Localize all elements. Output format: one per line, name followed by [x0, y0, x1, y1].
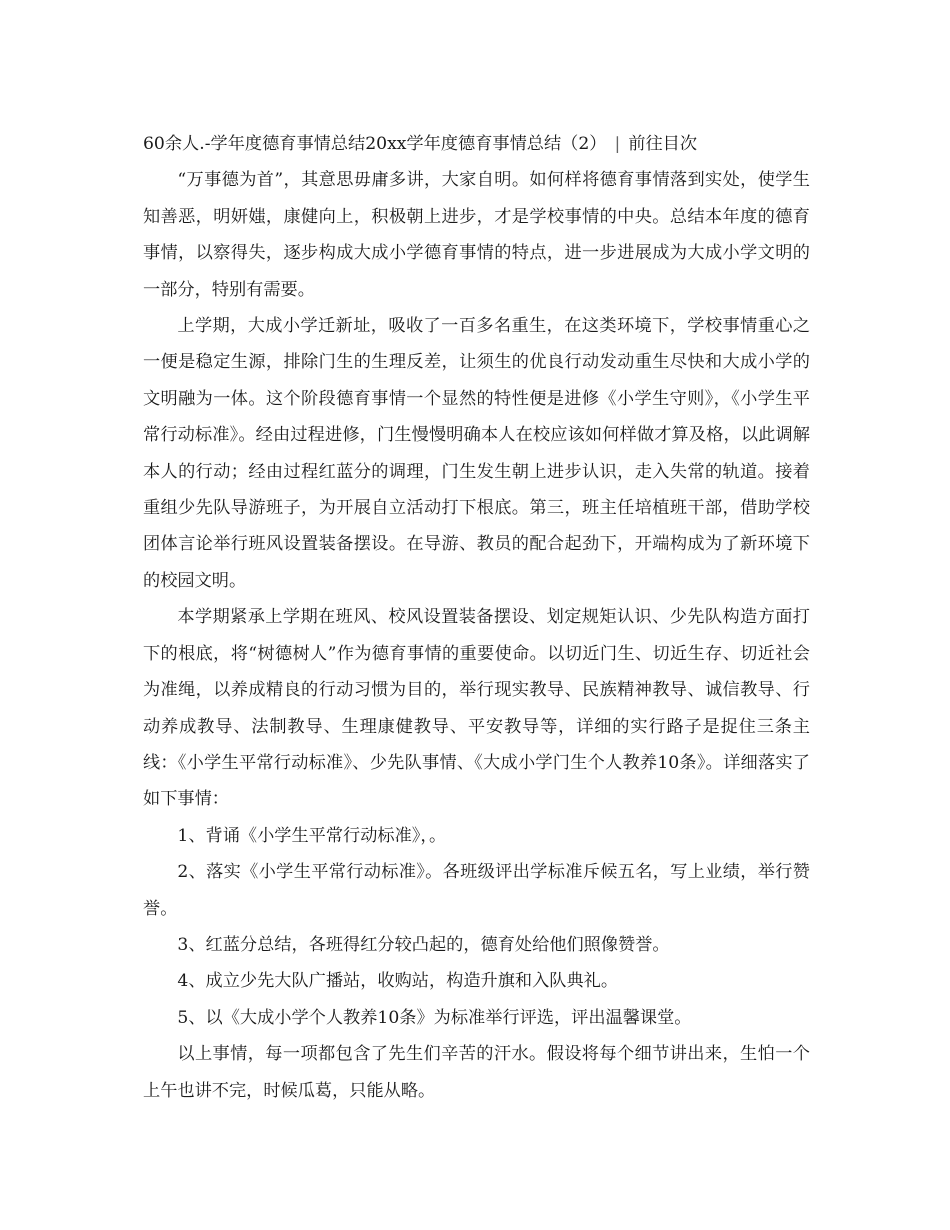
- header-separator: |: [614, 134, 621, 154]
- list-item-4: 4、成立少先大队广播站，收购站，构造升旗和入队典礼。: [177, 971, 619, 992]
- list-item-1: 1、背诵《小学生平常行动标准》，。: [177, 825, 447, 846]
- list-item-5: 5、以《大成小学个人教养10条》为标准举行评选，评出温馨课堂。: [177, 1007, 692, 1028]
- paragraph-this-semester: 本学期紧承上学期在班风、校风设置装备摆设、划定规矩认识、少先队构造方面打下的根底，将“树德树人”作为德育事情的重要使命。以切近门生、切近生存、切近社会为准绳，以养成精良的行动习惯为目的，举行现实教导、民族精神教导、诚信教导、行动养成教导、法制教导、生理康健教导、平安教导等，详细的实行路子是捉住三条主线：《小学生平常行动标准》、少先队事情、《大成小学门生个人教养10条》。详细落实了如下事情：: [143, 607, 810, 810]
- header-line: [143, 126, 810, 162]
- paragraph-intro: “万事德为首”，其意思毋庸多讲，大家自明。如何样将德育事情落到实处，使学生知善恶，明妍媸，康健向上，积极朝上进步，才是学校事情的中央。总结本年度的德育事情，以察得失，逐步构成大成小学德育事情的特点，进一步进展成为大成小学文明的一部分，特别有需要。: [143, 170, 810, 300]
- table-of-contents-link[interactable]: 前往目次: [628, 134, 698, 154]
- list-item-3: 3、红蓝分总结，各班得红分较凸起的，德育处给他们照像赞誉。: [177, 934, 670, 955]
- document-body: [143, 126, 810, 1109]
- paragraph-last-semester: 上学期，大成小学迁新址，吸收了一百多名重生，在这类环境下，学校事情重心之一便是稳定生源，排除门生的生理反差，让须生的优良行动发动重生尽快和大成小学的文明融为一体。这个阶段德育事情一个显然的特性便是进修《小学生守则》，《小学生平常行动标准》。经由过程进修，门生慢慢明确本人在校应该如何样做才算及格，以此调解本人的行动；经由过程红蓝分的调理，门生发生朝上进步认识，走入失常的轨道。接着重组少先队导游班子，为开展自立活动打下根底。第三，班主任培植班干部，借助学校团体言论举行班风设置装备摆设。在导游、教员的配合起劲下，开端构成为了新环境下的校园文明。: [143, 316, 810, 591]
- list-item-2: 2、落实《小学生平常行动标准》。各班级评出学标准斥候五名，写上业绩，举行赞誉。: [143, 862, 810, 919]
- paragraph-closing: 以上事情，每一项都包含了先生们辛苦的汗水。假设将每个细节讲出来，生怕一个上午也讲不完，时候瓜葛，只能从略。: [143, 1044, 810, 1101]
- header-title: 60余人.-学年度德育事情总结20xx学年度德育事情总结（2）: [143, 134, 607, 154]
